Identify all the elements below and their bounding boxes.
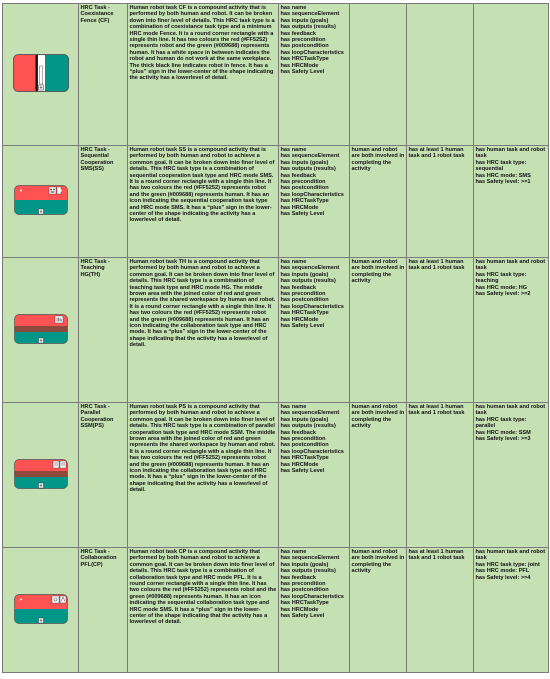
- minimum-tasks-cell: has at least 1 human task and 1 robot task: [407, 403, 474, 548]
- involvement-cell: human and robot are both involved in completing the activity: [350, 403, 407, 548]
- involvement-cell: human and robot are both involved in completing the activity: [350, 258, 407, 403]
- involvement-cell: human and robot are both involved in completing the activity: [350, 146, 407, 258]
- hrc-constraints-cell: has human task and robot task has HRC task type: parallel has HRC mode: SSM has Safety level: >=3: [474, 403, 549, 548]
- minimum-tasks-cell: has at least 1 human task and 1 robot task: [407, 146, 474, 258]
- properties-cell: has name has sequenceElement has inputs (goals) has outputs (results) has feedback has precondition has postcondition has loopCharacteristics has HRCTaskType has HRCMode has Safety Level: [279, 258, 350, 403]
- table-row: [3, 403, 549, 548]
- minimum-tasks-cell: has at least 1 human task and 1 robot task: [407, 548, 474, 673]
- involvement-cell: [350, 4, 407, 146]
- properties-cell: has name has sequenceElement has inputs (goals) has outputs (results) has feedback has precondition has postcondition has loopCharacteristics has HRCTaskType has HRCMode has Safety Level: [279, 403, 350, 548]
- involvement-cell: human and robot are both involved in completing the activity: [350, 548, 407, 673]
- parallel-cooperation-shape-icon: [14, 459, 68, 489]
- shape-icon-cell: [3, 403, 79, 548]
- shape-icon-cell: [3, 258, 79, 403]
- description-cell: Human robot task CF is a compound activity that is performed by both human and robot. It can be broken down into finer level of details. This HRC task type is a combination of coexistance task type and a minimum HRC mode Fence. It is a round corner rectangle with a single thin line. It has two colours the red (#FF5252) represents robot and the green (#009688) represents human. It has a white space in between indicates the robot and human do not work at the same workplace. The thick black line indicates robot in fence. It has a “plus” sign in the lower-center of the shape indicating the activity has a lowerlevel of detail.: [128, 4, 279, 146]
- hrc-constraints-cell: has human task and robot task has HRC task type: joint has HRC mode: PFL has Safety level: >=4: [474, 548, 549, 673]
- task-name-cell: HRC Task - Parallel Cooperation SSM(PS): [79, 403, 128, 548]
- task-name-cell: HRC Task - Coexistance Fence (CF): [79, 4, 128, 146]
- shape-icon-cell: [3, 146, 79, 258]
- description-cell: Human robot task SS is a compound activity that is performed by both human and robot to achieve a common goal. It can be broken down into finer level of details. This HRC task type is a combination of sequential cooperation task type and HRC mode SMS. It is a round corner rectangle with a single thin line. It has two colours the red (#FF5252) represents robot and the green (#009688) represents human. It has an icon indicating the sequential cooperation task type and HRC mode SMS. It has a “plus” sign in the lower-center of the shape indicating the activity has a lowerlevel of detail.: [128, 146, 279, 258]
- properties-cell: has name has sequenceElement has inputs (goals) has outputs (results) has feedback has precondition has postcondition has loopCharacteristics has HRCTaskType has HRCMode has Safety Level: [279, 548, 350, 673]
- task-name-cell: HRC Task - Sequential Cooperation SMS(SS): [79, 146, 128, 258]
- shape-icon-cell: [3, 548, 79, 673]
- properties-cell: has name has sequenceElement has inputs (goals) has outputs (results) has feedback has precondition has postcondition has loopCharacteristics has HRCTaskType has HRCMode has Safety Level: [279, 146, 350, 258]
- teaching-hand-guiding-shape-icon: [14, 314, 68, 344]
- table-row: [3, 146, 549, 258]
- minimum-tasks-cell: has at least 1 human task and 1 robot task: [407, 258, 474, 403]
- description-cell: Human robot task TH is a compound activity that performed by both human and robot to achieve a common goal. It can be broken down into finer level of details. This HRC task type is a combination of teaching task type and HRC mode HG. The middle brown area with the joined color of red and green represents the shared workspace by human and robot. It is a round corner rectangle with a single thin line. It has two colours the red (#FF5252) represents robot and the green (#009688) represents human. It has an icon indicating the collaboration task type and HRC mode. It has a “plus” sign in the lower-center of the shape indicating that the activity has a lowerlevel of detail.: [128, 258, 279, 403]
- collaboration-pfl-shape-icon: [14, 594, 68, 624]
- hrc-constraints-cell: [474, 4, 549, 146]
- description-cell: Human robot task CP is a compound activity that performed by both human and robot to achieve a common goal. It can be broken down into finer level of details. This HRC task type is a combination of collaboration task type and HRC mode PFL. It is a round corner rectangle with a single thin line. It has two colours the red (#FF5252) represents robot and the green (#009688) represents human. It has an icon indicating the sequential collaboration task type and HRC mode SMS. It has a “plus” sign in the lower-center of the shape indicating that the activity has a lowerlevel of detail.: [128, 548, 279, 673]
- sequential-cooperation-shape-icon: [14, 185, 68, 215]
- table-row: [3, 258, 549, 403]
- description-cell: Human robot task PS is a compound activity that performed by both human and robot to achieve a common goal. It can be broken down into finer level of details. This HRC task type is a combination of parallel cooperation task type and HRC mode SSM. The middle brown area with the joined color of red and green represents the shared workspace by human and robot. It is a round corner rectangle with a single thin line. It has two colours the red (#FF5252) represents robot and the green (#009688) represents human. It has an icon indicating the collaboration task type and HRC mode. It has a “plus” sign in the lower-center of the shape indicating that the activity has a lowerlevel of detail.: [128, 403, 279, 548]
- properties-cell: has name has sequenceElement has inputs (goals) has outputs (results) has feedback has precondition has postcondition has loopCharacteristics has HRCTaskType has HRCMode has Safety Level: [279, 4, 350, 146]
- hrc-task-table: [2, 3, 549, 673]
- task-name-cell: HRC Task - Collaboration PFL(CP): [79, 548, 128, 673]
- shape-icon-cell: [3, 4, 79, 146]
- hrc-constraints-cell: has human task and robot task has HRC task type: teaching has HRC mode: HG has Safety level: >=2: [474, 258, 549, 403]
- hrc-constraints-cell: has human task and robot task has HRC task type: sequential has HRC mode: SMS has Safety level: >=1: [474, 146, 549, 258]
- minimum-tasks-cell: [407, 4, 474, 146]
- table-row: [3, 548, 549, 673]
- table-row: [3, 4, 549, 146]
- coexistence-fence-shape-icon: [13, 54, 69, 92]
- task-name-cell: HRC Task - Teaching HG(TH): [79, 258, 128, 403]
